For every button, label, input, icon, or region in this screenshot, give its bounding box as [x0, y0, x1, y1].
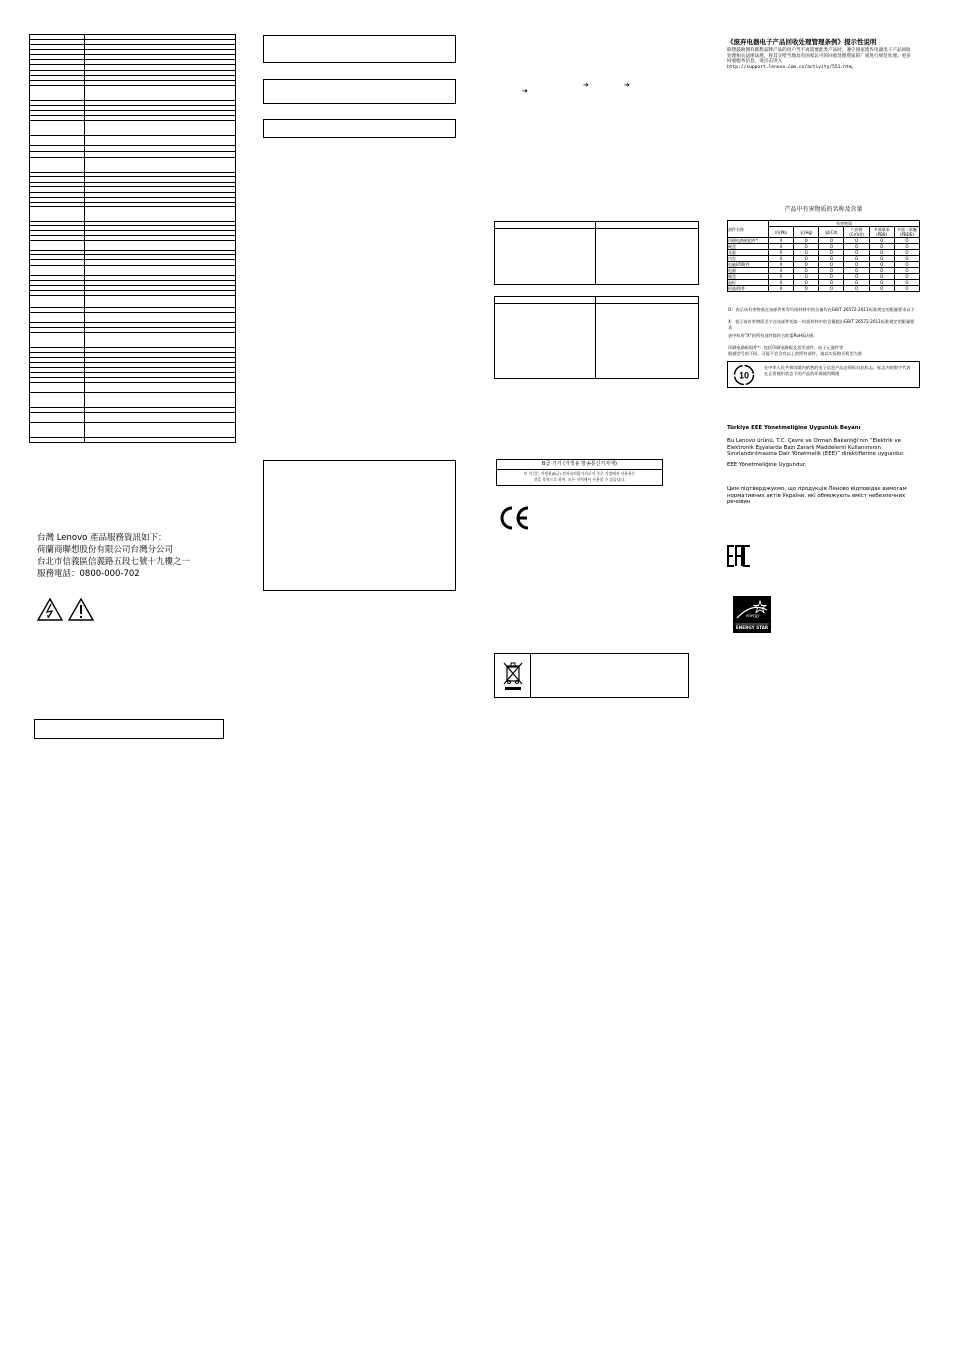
substance-value: O	[894, 268, 919, 274]
part-name: 键盘	[728, 274, 769, 280]
spec-table-row	[30, 438, 236, 443]
korea-class-b-notice	[496, 459, 663, 486]
spec-table-cell	[85, 121, 236, 136]
substance-value: O	[894, 274, 919, 280]
substance-value: O	[794, 268, 819, 274]
taiwan-info-line-3: 台北市信義區信義路五段七號十九樓之一	[37, 557, 191, 567]
arrow-3: ➔	[522, 87, 528, 95]
spec-table-cell	[30, 393, 85, 408]
efup-box	[727, 361, 920, 388]
part-name: 鼠标	[728, 280, 769, 286]
substance-value: O	[819, 286, 844, 292]
substance-value: O	[869, 286, 894, 292]
substance-value: O	[819, 268, 844, 274]
substance-column-header: 六价铬 (Cr(VI))	[844, 227, 869, 238]
part-name: 电源	[728, 268, 769, 274]
substance-value: O	[894, 280, 919, 286]
spec-table-cell	[30, 313, 85, 323]
substance-value: O	[794, 256, 819, 262]
spec-table-row	[30, 86, 236, 101]
spec-table-cell	[85, 313, 236, 323]
spec-table-cell	[85, 438, 236, 443]
spec-table-cell	[85, 158, 236, 173]
spec-table-cell	[85, 333, 236, 348]
china-weee-text: 联想鼓励拥有联想品牌产品的用户当不再需要此类产品时，遵守国家废弃电器电子产品回收处理相关法律法规，将其交给当地具有国家认可的回收处理资质的厂商进行规范处理。更多回收服务信息，请点击进入	[727, 48, 911, 65]
substance-value: O	[894, 262, 919, 268]
part-name: 光驱	[728, 250, 769, 256]
empty-box-2	[263, 79, 456, 104]
part-name-header: 部件名称	[728, 221, 769, 238]
korea-notice-title: B급 기기 (가정용 방송통신기자재)	[542, 461, 617, 467]
turkey-title: Türkiye EEE Yönetmeliğine Uygunluk Beyanı	[727, 425, 861, 431]
eac-mark-icon	[727, 545, 751, 567]
substance-value: O	[844, 238, 869, 244]
substance-value: O	[894, 244, 919, 250]
china-weee-url: http://support.lenovo.com.cn/activity/551.htm。	[727, 64, 857, 70]
hazardous-substance-title: 产品中有害物质的名称及含量	[784, 206, 863, 213]
spec-table-row	[30, 121, 236, 136]
spec-table-cell	[30, 158, 85, 173]
spec-table-cell	[85, 393, 236, 408]
substance-value: O	[844, 262, 869, 268]
substance-value: X	[769, 244, 794, 250]
substance-value: O	[794, 244, 819, 250]
spec-table-cell	[85, 241, 236, 251]
substance-value: O	[844, 250, 869, 256]
substance-column-header: 汞(Hg)	[794, 227, 819, 238]
spec-table-cell	[85, 86, 236, 101]
spec-table-row	[30, 333, 236, 348]
substance-value: O	[794, 286, 819, 292]
substance-value: O	[844, 244, 869, 250]
substance-value: X	[769, 262, 794, 268]
spec-table-cell	[85, 423, 236, 438]
empty-table-1	[494, 221, 699, 285]
spec-table-row	[30, 207, 236, 222]
spec-table-row	[30, 136, 236, 146]
substance-value: O	[869, 238, 894, 244]
part-name: 电脑I/O附件	[728, 262, 769, 268]
turkey-body: Bu Lenovo ürünü, T.C. Çevre ve Orman Bakanlığı'nın “Elektrik ve Elektronik Eşyalarda Bazı Zararlı Maddelerin Kullanımının Sınırlandırılmasına Dair Yönetmelik (EEE)” direktiflerine uygundur.	[727, 438, 905, 458]
substance-value: O	[844, 280, 869, 286]
spec-table-cell	[30, 438, 85, 443]
spec-table-row	[30, 241, 236, 251]
substance-value: O	[894, 256, 919, 262]
spec-table-cell	[30, 296, 85, 308]
warning-icons	[37, 598, 95, 622]
part-name: 内存	[728, 256, 769, 262]
spec-table-cell	[85, 136, 236, 146]
spec-table-cell	[30, 241, 85, 251]
spec-table-cell	[30, 86, 85, 101]
substance-value: O	[869, 262, 894, 268]
energy-star-script: energy	[746, 614, 760, 619]
taiwan-info-line-4: 服務電話：0800-000-702	[37, 569, 140, 579]
substance-value: O	[794, 280, 819, 286]
arrow-2: ➔	[624, 81, 630, 89]
substance-value: O	[869, 274, 894, 280]
spec-table-row	[30, 393, 236, 408]
ukraine-statement: Цим підтверджуємо, що продукція Леново відповідає вимогам нормативних актів України, які обмежують вміст небезпечних речовин	[727, 486, 907, 506]
hazard-note-model: 根据型号的不同，可能不会含有以上的所有部件，请以实际购买机型为准	[728, 351, 863, 356]
taiwan-info-line-1: 台灣 Lenovo 產品服務資訊如下：	[37, 533, 167, 543]
part-name: 硬盘	[728, 244, 769, 250]
spec-table-cell	[85, 413, 236, 423]
substance-value: O	[819, 274, 844, 280]
substance-value: O	[869, 244, 894, 250]
spec-table-row	[30, 296, 236, 308]
empty-notice-box	[34, 719, 224, 739]
part-name: 印刷电路板组件*	[728, 238, 769, 244]
substance-value: O	[894, 250, 919, 256]
substance-value: O	[819, 244, 844, 250]
substance-value: O	[819, 262, 844, 268]
hazard-note-o: O：表示该有害物质在该部件所有均质材料中的含量均在GB/T 26572-2011标准规定的限量要求以下	[728, 307, 915, 312]
spec-table-cell	[30, 121, 85, 136]
substance-value: O	[844, 274, 869, 280]
hazard-note-pcb: 印刷电路板组件*：包括印刷电路板及其零部件、电子元器件等	[728, 345, 844, 350]
spec-table-row	[30, 423, 236, 438]
china-weee-title: 《废弃电器电子产品回收处理管理条例》提示性说明	[727, 38, 877, 46]
substance-column-header: 多溴二苯醚 (PBDE)	[894, 227, 919, 238]
hazard-table-row	[728, 286, 920, 292]
substance-value: O	[794, 250, 819, 256]
hazard-note-rohs: 表中标有“X”的所有部件都符合欧盟RoHS法规。	[728, 333, 818, 338]
spec-table-cell	[30, 423, 85, 438]
substance-value: O	[794, 274, 819, 280]
spec-table-cell	[85, 266, 236, 276]
spec-table-row	[30, 413, 236, 423]
substance-value: X	[769, 286, 794, 292]
efup-number: 10	[738, 370, 750, 381]
electric-shock-warning-icon	[38, 599, 62, 620]
part-name: 机箱/附件	[728, 286, 769, 292]
empty-table-2	[494, 296, 699, 379]
korea-notice-line-1: 이 기기는 가정용(B급) 전자파적합기기로서 주로 가정에서 사용하는	[523, 471, 636, 476]
crossed-out-bin-icon	[501, 660, 525, 692]
energy-star-label: ENERGY STAR	[735, 625, 769, 630]
spec-table-row	[30, 266, 236, 276]
spec-table	[29, 34, 236, 443]
substance-value: O	[869, 250, 894, 256]
substance-value: O	[844, 286, 869, 292]
spec-table-cell	[30, 383, 85, 393]
substance-column-header: 铅(Pb)	[769, 227, 794, 238]
substance-value: X	[769, 274, 794, 280]
empty-box-4	[263, 460, 456, 591]
energy-star-logo	[733, 596, 771, 633]
substance-value: O	[869, 256, 894, 262]
substance-value: O	[819, 256, 844, 262]
arrow-1: ➔	[583, 81, 589, 89]
hazardous-substance-table	[727, 220, 920, 292]
substance-column-header: 镉(Cd)	[819, 227, 844, 238]
substance-value: O	[844, 268, 869, 274]
substance-column-header: 多溴联苯 (PBB)	[869, 227, 894, 238]
substance-value: O	[819, 238, 844, 244]
spec-table-cell	[30, 333, 85, 348]
turkey-compliance: EEE Yönetmeliğine Uygundur.	[727, 462, 807, 468]
spec-table-row	[30, 383, 236, 393]
efup-text: 在中华人民共和国境内销售的电子信息产品必须标识此标志，标志内的数字代表在正常使用状态下的产品的环保使用期限	[764, 365, 911, 376]
substance-value: X	[769, 256, 794, 262]
caution-warning-icon	[69, 599, 93, 620]
spec-table-cell	[85, 207, 236, 222]
taiwan-info-line-2: 荷蘭商聯想股份有限公司台灣分公司	[37, 545, 174, 555]
spec-table-row	[30, 313, 236, 323]
spec-table-cell	[30, 136, 85, 146]
substance-value: O	[869, 268, 894, 274]
substance-value: X	[769, 268, 794, 274]
korea-notice-line-2: 것을 목적으로 하며, 모든 지역에서 사용할 수 있습니다.	[533, 476, 626, 482]
spec-table-cell	[85, 296, 236, 308]
substance-value: O	[794, 238, 819, 244]
substance-group-header: 有害物质	[769, 221, 920, 227]
substance-value: O	[894, 286, 919, 292]
substance-value: O	[869, 280, 894, 286]
empty-box-3	[263, 119, 456, 138]
spec-table-cell	[30, 207, 85, 222]
substance-value: O	[844, 256, 869, 262]
korea-notice-body	[497, 469, 662, 485]
spec-table-cell	[30, 413, 85, 423]
efup-10-icon	[733, 364, 755, 386]
spec-table-cell	[85, 383, 236, 393]
ce-mark-icon	[497, 505, 531, 531]
substance-value: O	[819, 250, 844, 256]
spec-table-row	[30, 158, 236, 173]
empty-box-1	[263, 35, 456, 63]
china-weee-body	[727, 48, 912, 70]
substance-value: O	[894, 238, 919, 244]
substance-value: X	[769, 280, 794, 286]
weee-notice-box	[494, 653, 689, 698]
spec-table-cell	[30, 266, 85, 276]
hazard-note-x: X：表示该有害物质至少在该部件的某一均质材料中的含量超出GB/T 26572-2011标准规定的限量要求	[728, 319, 915, 330]
substance-value: O	[794, 262, 819, 268]
substance-value: O	[819, 280, 844, 286]
substance-value: X	[769, 250, 794, 256]
substance-value: X	[769, 238, 794, 244]
